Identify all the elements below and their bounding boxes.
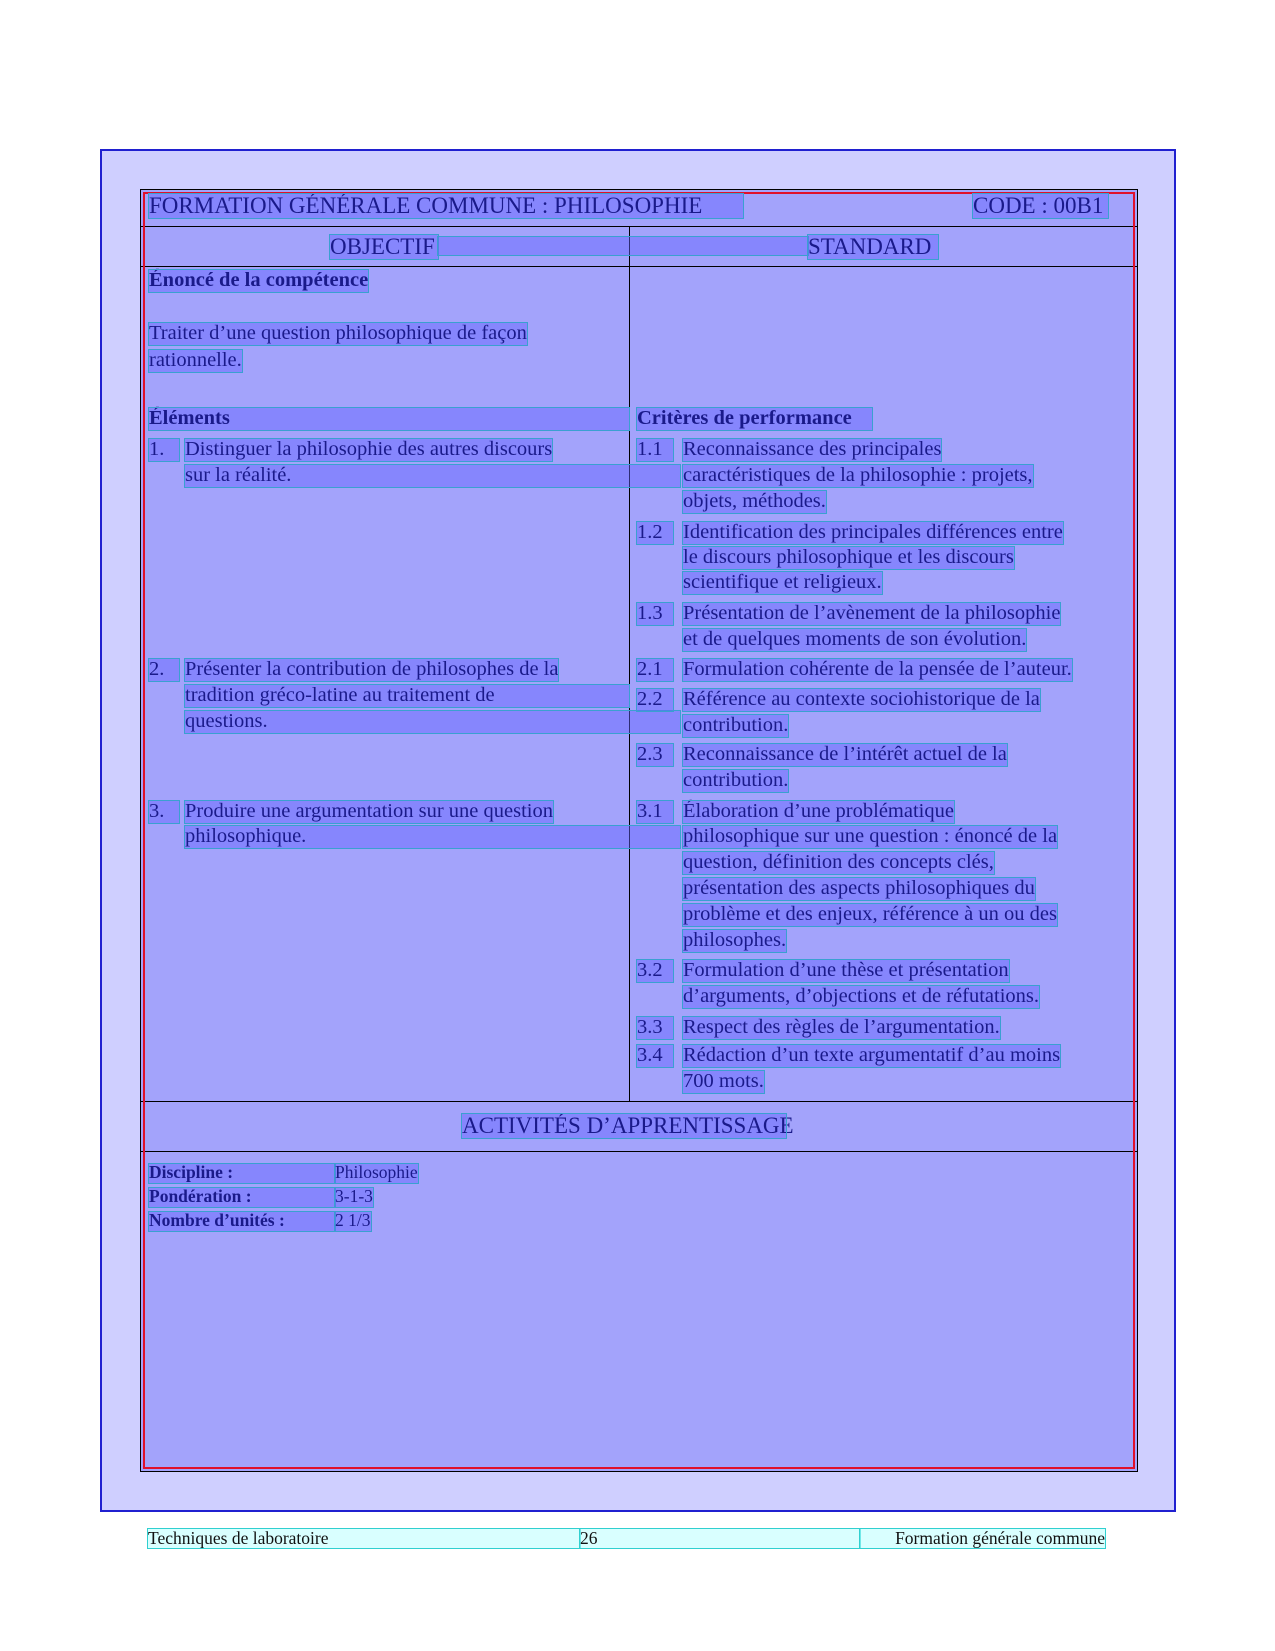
table-rule [140,266,1138,267]
element-number: 2. [149,659,179,681]
criterion-number: 3.3 [637,1017,673,1039]
element-number: 1. [149,439,179,461]
criterion-text: problème et des enjeux, référence à un ou des [683,903,1057,925]
activities-heading: ACTIVITÉS D’APPRENTISSAGE [462,1113,794,1138]
criterion-number: 2.1 [637,659,673,681]
units-label: Nombre d’unités : [149,1212,335,1231]
units-value: 2 1/3 [335,1210,371,1230]
criterion-text: contribution. [683,769,789,791]
criterion-number: 3.1 [637,801,673,823]
footer-program: Techniques de laboratoire [148,1529,580,1548]
table-rule [140,226,1138,227]
element-number: 3. [149,801,179,823]
criterion-text: philosophes. [683,929,787,951]
criterion-text: Référence au contexte sociohistorique de la [683,688,1040,710]
column-header-objectif: OBJECTIF [330,235,438,259]
criterion-text: Rédaction d’un texte argumentatif d’au moins [683,1044,1061,1066]
table-rule [140,1101,1138,1102]
criterion-text: Identification des principales différences entre [683,521,1063,543]
competence-line: rationnelle. [149,349,242,371]
criterion-text: caractéristiques de la philosophie : projets, [683,464,1033,486]
discipline-value: Philosophie [335,1162,418,1182]
element-text: Présenter la contribution de philosophes de la [185,658,559,680]
page-number: 26 [580,1529,860,1548]
criterion-text: Respect des règles de l’argumentation. [683,1016,1000,1038]
competence-heading: Énoncé de la compétence [149,269,369,291]
criterion-text: Élaboration d’une problématique [683,800,954,822]
criterion-number: 1.1 [637,439,673,461]
header-connector [438,237,808,255]
criterion-text: contribution. [683,714,789,736]
criterion-text: Reconnaissance de l’intérêt actuel de la [683,743,1007,765]
footer-section: Formation générale commune [860,1529,1105,1548]
column-header-standard: STANDARD [808,235,938,259]
criterion-number: 2.2 [637,689,673,711]
criterion-text: philosophique sur une question : énoncé de la [683,825,1058,847]
element-text: Distinguer la philosophie des autres discours [185,438,553,460]
criterion-number: 1.3 [637,603,673,625]
discipline-label: Discipline : [149,1164,335,1183]
document-title: FORMATION GÉNÉRALE COMMUNE : PHILOSOPHIE [149,194,743,218]
element-text: sur la réalité. [185,465,680,487]
criterion-number: 3.2 [637,960,673,982]
criterion-text: d’arguments, d’objections et de réfutations. [683,985,1039,1007]
ponderation-label: Pondération : [149,1188,335,1207]
criterion-text: Formulation cohérente de la pensée de l’auteur. [683,658,1072,680]
criteria-heading: Critères de performance [637,408,872,430]
element-text: questions. [185,711,680,733]
elements-heading: Éléments [149,408,629,430]
criterion-text: Reconnaissance des principales [683,438,942,460]
criterion-number: 3.4 [637,1045,673,1067]
column-divider [629,226,630,1101]
criterion-number: 1.2 [637,522,673,544]
course-code: CODE : 00B1 [973,194,1108,218]
element-text: Produire une argumentation sur une question [185,800,553,822]
criterion-text: question, définition des concepts clés, [683,851,994,873]
criterion-text: objets, méthodes. [683,490,826,512]
element-text: tradition gréco-latine au traitement de [185,685,629,707]
criterion-text: 700 mots. [683,1070,764,1092]
criterion-number: 2.3 [637,744,673,766]
criterion-text: le discours philosophique et les discours [683,546,1014,568]
competence-line: Traiter d’une question philosophique de façon [149,322,527,344]
criterion-text: présentation des aspects philosophiques du [683,877,1035,899]
criterion-text: Formulation d’une thèse et présentation [683,959,1009,981]
criterion-text: Présentation de l’avènement de la philosophie [683,602,1061,624]
criterion-text: scientifique et religieux. [683,571,882,593]
criterion-text: et de quelques moments de son évolution. [683,628,1027,650]
element-text: philosophique. [185,826,680,848]
table-rule [140,1151,1138,1152]
ponderation-value: 3-1-3 [335,1186,373,1206]
